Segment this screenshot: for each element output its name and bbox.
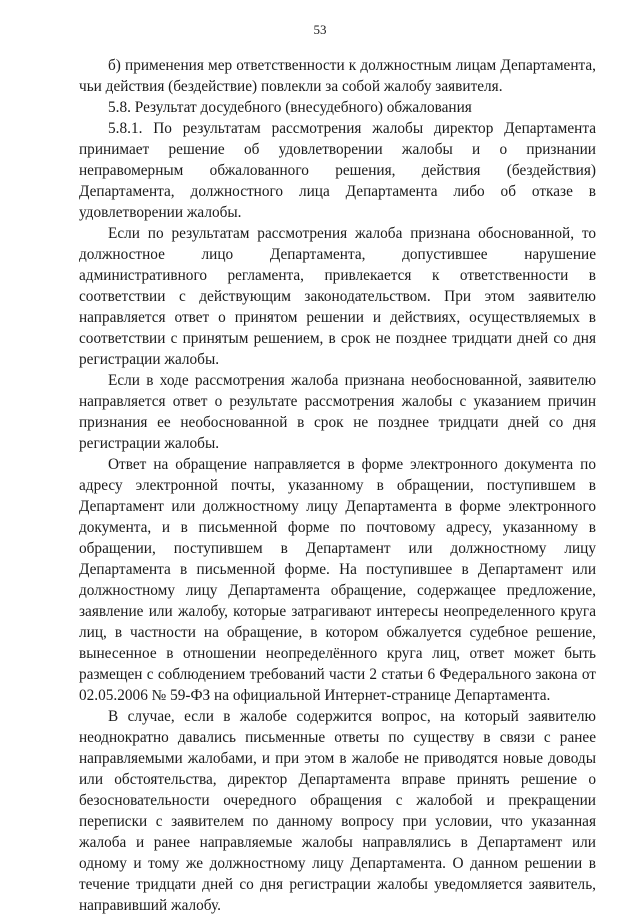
paragraph-response-delivery: Ответ на обращение направляется в форме электронного документа по адресу электронной почты, указанному в обращении, поступившем в Департамент или должностному лицу Департамента в форме электронного документа, и в письменной форме по почтовому адресу, указанному в обращении, поступившем в Департамент или должностному лицу Департамента в письменной форме. На поступившее в Департамент или должностному лицу Департамента обращение, содержащее предложение, заявление или жалобу, которые затрагивают интересы неопределенного круга лиц, в частности на обращение, в котором обжалуется судебное решение, вынесенное в отношении неопределённого круга лиц, ответ может быть размещен с соблюдением требований части 2 статьи 6 Федерального закона от 02.05.2006 № 59-ФЗ на официальной Интернет-странице Департамента. — [79, 456, 596, 704]
paragraph-sanctions-clause: б) применения мер ответственности к должностным лицам Департамента, чьи действия (бездействие) повлекли за собой жалобу заявителя. — [79, 57, 596, 95]
section-heading-5-8: 5.8. Результат досудебного (внесудебного) обжалования — [108, 99, 472, 116]
page-number: 53 — [313, 22, 327, 37]
document-body — [79, 55, 596, 916]
paragraph-repeated-complaints: В случае, если в жалобе содержится вопрос, на который заявителю неоднократно давались письменные ответы по существу в связи с ранее направляемыми жалобами, и при этом в жалобе не приводятся новые доводы или обстоятельства, директор Департамента вправе принять решение о безосновательности очередного обращения с жалобой и прекращении переписки с заявителем по данному вопросу при условии, что указанная жалоба и ранее направляемые жалобы направлялись в Департамент или одному и тому же должностному лицу Департамента. О данном решении в течение тридцати дней со дня регистрации жалобы уведомляется заявитель, направивший жалобу. — [79, 708, 596, 914]
paragraph-complaint-unjustified: Если в ходе рассмотрения жалоба признана необоснованной, заявителю направляется ответ о результате рассмотрения жалобы с указанием причин признания ее необоснованной в срок не позднее тридцати дней со дня регистрации жалобы. — [79, 372, 596, 452]
paragraph-complaint-justified: Если по результатам рассмотрения жалоба признана обоснованной, то должностное лицо Департамента, допустившее нарушение административного регламента, привлекается к ответственности в соответствии с действующим законодательством. При этом заявителю направляется ответ о принятом решении и действиях, осуществляемых в соответствии с принятым решением, в срок не позднее тридцати дней со дня регистрации жалобы. — [79, 225, 596, 368]
paragraph-5-8-1: 5.8.1. По результатам рассмотрения жалобы директор Департамента принимает решение об удовлетворении жалобы и о признании неправомерным обжалованного решения, действия (бездействия) Департамента, должностного лица Департамента либо об отказе в удовлетворении жалобы. — [79, 120, 596, 221]
